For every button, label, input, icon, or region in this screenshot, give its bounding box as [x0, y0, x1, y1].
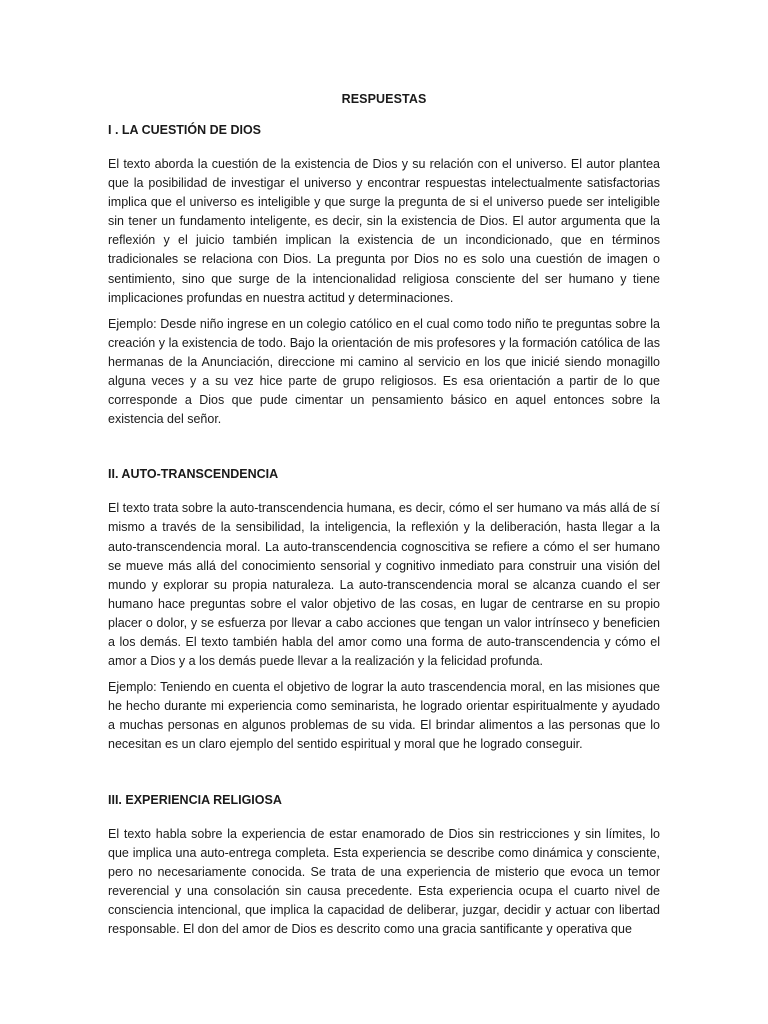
section-spacer	[108, 436, 660, 467]
body-paragraph: El texto trata sobre la auto-transcendencia humana, es decir, cómo el ser humano va más allá de sí mismo a través de la sensibilidad, la inteligencia, la reflexión y la deliberación, hasta llegar a la auto-transcendencia moral. La auto-transcendencia cognoscitiva se refiere a cómo el ser humano se mueve más allá del conocimiento sensorial y cognitivo inmediato para construir una visión del mundo y explorar su propia naturaleza. La auto-transcendencia moral se alcanza cuando el ser humano hace preguntas sobre el valor objetivo de las cosas, en lugar de centrarse en su propio placer o dolor, y se esfuerza por llevar a cabo acciones que tengan un valor intrínseco y beneficien a los demás. El texto también habla del amor como una forma de auto-transcendencia y cómo el amor a Dios y a los demás puede llevar a la realización y la felicidad profunda.	[108, 501, 660, 669]
document-title: RESPUESTAS	[341, 92, 427, 106]
section-heading: I . LA CUESTIÓN DE DIOS	[108, 123, 262, 137]
example-paragraph: Ejemplo: Teniendo en cuenta el objetivo de lograr la auto trascendencia moral, en las misiones que he hecho durante mi experiencia como seminarista, he logrado orientar espiritualmente y ayudado a muchas personas en algunos problemas de su vida. El brindar alimentos a las personas que lo necesitan es un claro ejemplo del sentido espiritual y moral que he logrado conseguir.	[108, 680, 660, 752]
example-paragraph: Ejemplo: Desde niño ingrese en un colegio católico en el cual como todo niño te preguntas sobre la creación y la existencia de todo. Bajo la orientación de mis profesores y la formación católica de las hermanas de la Anunciación, direccione mi camino al servicio en los que inicié siendo monagillo alguna veces y a su vez hice parte de grupo religiosos. Es esa orientación a partir de lo que corresponde a Dios que pude cimentar un pensamiento básico en aquel entonces sobre la existencia del señor.	[108, 316, 660, 427]
section-heading: II. AUTO-TRANSCENDENCIA	[108, 467, 279, 482]
section-heading: III. EXPERIENCIA RELIGIOSA	[108, 792, 282, 807]
body-paragraph: El texto aborda la cuestión de la existencia de Dios y su relación con el universo. El autor plantea que la posibilidad de investigar el universo y encontrar respuestas intelectualmente satisfactorias implica que el universo es inteligible y que surge la pregunta de si el universo puede ser inteligible sin tener un fundamento inteligente, es decir, sin la existencia de Dios. El autor argumenta que la reflexión y el juicio también implican la existencia de un incondicionado, que en términos tradicionales se relaciona con Dios. La pregunta por Dios no es solo una cuestión de imagen o sentimiento, sino que surge de la intencionalidad religiosa consciente del ser humano y tiene implicaciones profundas en nuestra actitud y determinaciones.	[108, 157, 660, 305]
section-experiencia-religiosa	[108, 793, 660, 940]
section-auto-transcendencia	[108, 467, 660, 754]
document-page	[108, 92, 660, 946]
body-paragraph: El texto habla sobre la experiencia de estar enamorado de Dios sin restricciones y sin límites, lo que implica una auto-entrega completa. Esta experiencia se describe como dinámica y consciente, pero no necesariamente conocida. Se trata de una experiencia de misterio que evoca un temor reverencial y una consolación sin causa precedente. Esta experiencia ocupa el cuarto nivel de consciencia intencional, que implica la capacidad de deliberar, juzgar, decidir y actuar con libertad responsable. El don del amor de Dios es descrito como una gracia santificante y operativa que	[108, 826, 660, 936]
section-spacer	[108, 762, 660, 793]
section-cuestion-de-dios	[108, 123, 660, 429]
